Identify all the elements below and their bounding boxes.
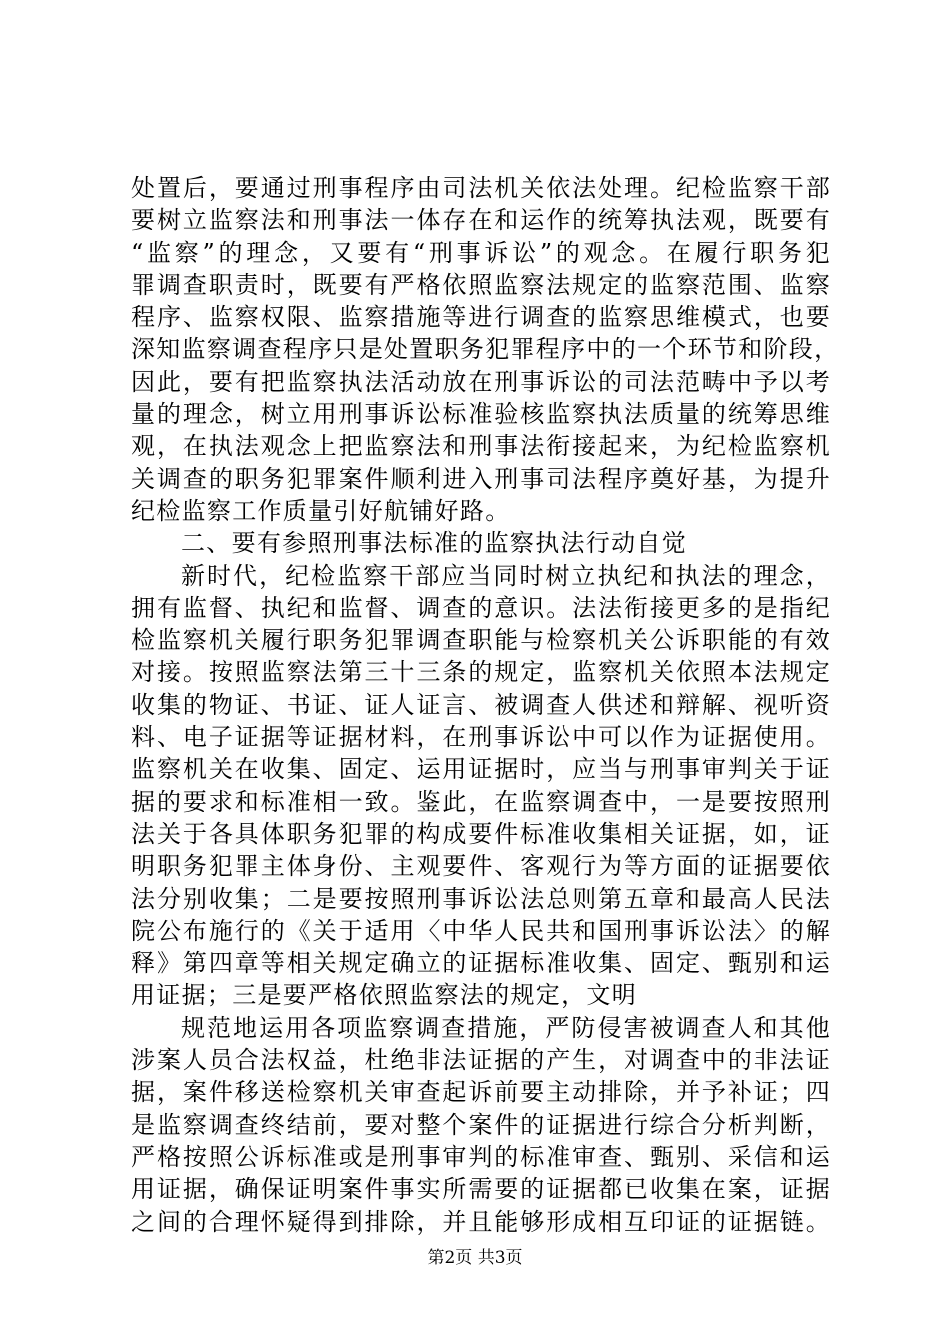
text-line: 明职务犯罪主体身份、主观要件、客观行为等方面的证据要依 (131, 852, 831, 881)
text-line: 量的理念，树立用刑事诉讼标准验核监察执法质量的统筹思维 (131, 400, 831, 429)
text-line: 据，案件移送检察机关审查起诉前要主动排除，并予补证；四 (131, 1078, 831, 1107)
text-line: 是监察调查终结前，要对整个案件的证据进行综合分析判断， (131, 1110, 831, 1139)
text-line: 纪检监察工作质量引好航铺好路。 (131, 496, 511, 525)
text-line: 检监察机关履行职务犯罪调查职能与检察机关公诉职能的有效 (131, 626, 831, 655)
text-line: 监察机关在收集、固定、运用证据时，应当与刑事审判关于证 (131, 755, 831, 784)
text-line: 程序、监察权限、监察措施等进行调查的监察思维模式，也要 (131, 303, 831, 332)
text-line: 深知监察调查程序只是处置职务犯罪程序中的一个环节和阶段， (131, 335, 840, 364)
text-line: 对接。按照监察法第三十三条的规定，监察机关依照本法规定 (131, 658, 831, 687)
text-line: “监察”的理念，又要有“刑事诉讼”的观念。在履行职务犯 (131, 238, 831, 267)
text-line: 料、电子证据等证据材料，在刑事诉讼中可以作为证据使用。 (131, 723, 831, 752)
section-heading: 二、要有参照刑事法标准的监察执法行动自觉 (181, 529, 687, 558)
text-line: 处置后，要通过刑事程序由司法机关依法处理。纪检监察干部 (131, 174, 831, 202)
text-line: 要树立监察法和刑事法一体存在和运作的统筹执法观，既要有 (131, 206, 831, 235)
text-line: 拥有监督、执纪和监督、调查的意识。法法衔接更多的是指纪 (131, 593, 831, 622)
text-line: 据的要求和标准相一致。鉴此，在监察调查中，一是要按照刑 (131, 787, 831, 816)
text-line: 罪调查职责时，既要有严格依照监察法规定的监察范围、监察 (131, 270, 831, 299)
text-line: 院公布施行的《关于适用〈中华人民共和国刑事诉讼法〉的解 (131, 916, 831, 945)
text-line: 用证据，确保证明案件事实所需要的证据都已收集在案，证据 (131, 1175, 831, 1204)
text-line: 严格按照公诉标准或是刑事审判的标准审查、甄别、采信和运 (131, 1142, 831, 1171)
document-body (131, 172, 840, 1238)
text-line: 因此，要有把监察执法活动放在刑事诉讼的司法范畴中予以考 (131, 367, 831, 396)
text-line: 关调查的职务犯罪案件顺利进入刑事司法程序奠好基，为提升 (131, 464, 831, 493)
text-line: 观，在执法观念上把监察法和刑事法衔接起来，为纪检监察机 (131, 432, 831, 461)
text-line: 收集的物证、书证、证人证言、被调查人供述和辩解、视听资 (131, 690, 831, 719)
text-line: 规范地运用各项监察调查措施，严防侵害被调查人和其他 (181, 1013, 831, 1042)
text-line: 新时代，纪检监察干部应当同时树立执纪和执法的理念， (181, 561, 831, 590)
text-line: 法分别收集；二是要按照刑事诉讼法总则第五章和最高人民法 (131, 884, 831, 913)
text-line: 法关于各具体职务犯罪的构成要件标准收集相关证据，如，证 (131, 819, 831, 848)
page-footer: 第2页 共3页 (427, 1248, 523, 1268)
text-line: 释》第四章等相关规定确立的证据标准收集、固定、甄别和运 (131, 949, 831, 978)
text-line: 之间的合理怀疑得到排除，并且能够形成相互印证的证据链。 (131, 1207, 831, 1236)
text-line: 用证据；三是要严格依照监察法的规定，文明 (131, 981, 637, 1010)
text-line: 涉案人员合法权益，杜绝非法证据的产生，对调查中的非法证 (131, 1046, 831, 1075)
